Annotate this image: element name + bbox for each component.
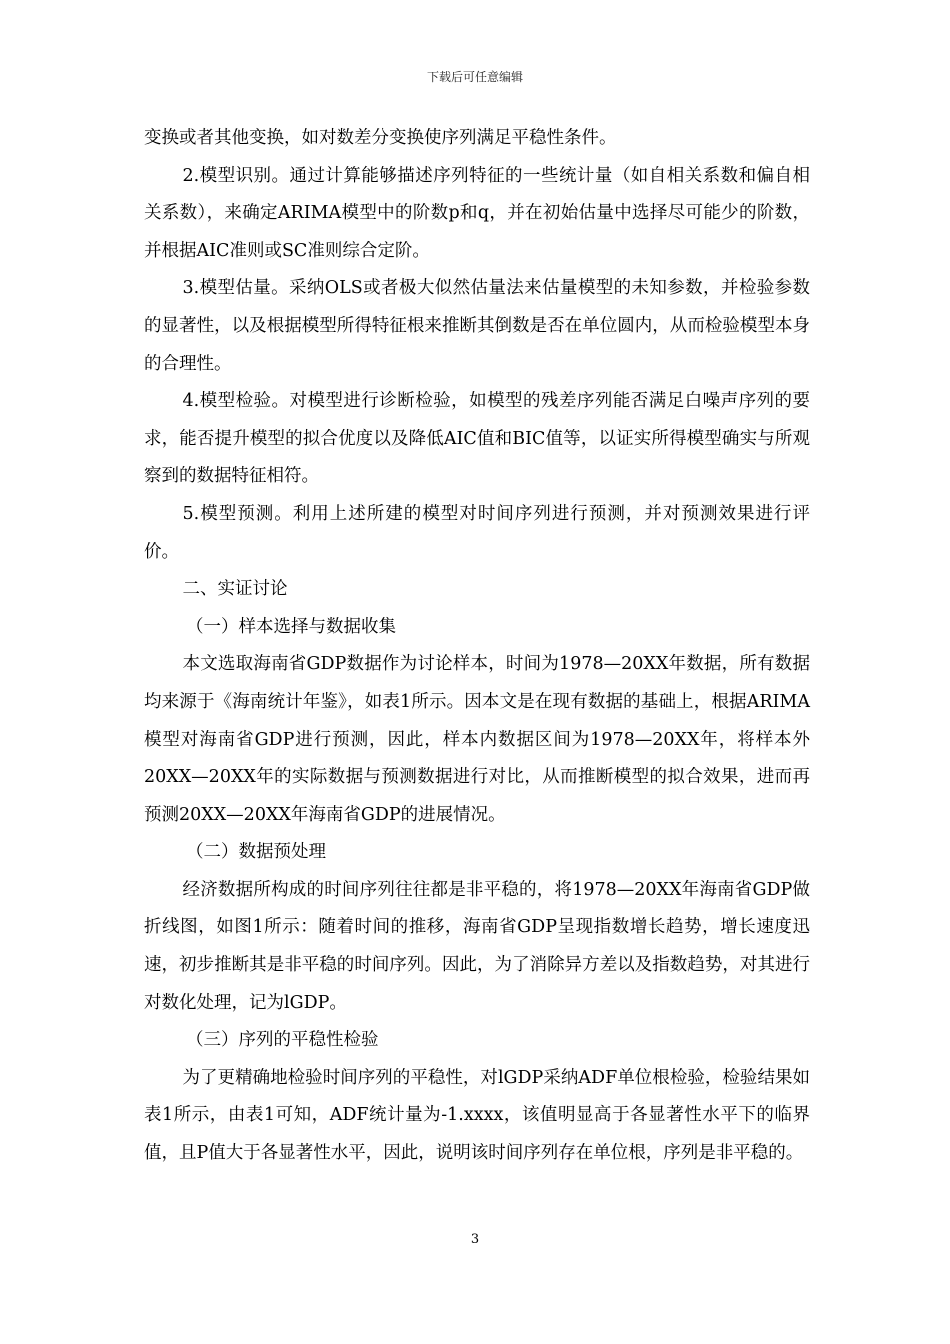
- paragraph-continuation: 变换或者其他变换，如对数差分变换使序列满足平稳性条件。: [144, 128, 617, 148]
- paragraph-model-identification: 2.模型识别。通过计算能够描述序列特征的一些统计量（如自相关系数和偏自相关系数），来确定ARIMA模型中的阶数p和q，并在初始估量中选择尽可能少的阶数，并根据AIC准则或SC准则综合定阶。: [144, 165, 810, 261]
- paragraph-sample: 本文选取海南省GDP数据作为讨论样本，时间为1978—20XX年数据，所有数据均来源于《海南统计年鉴》，如表1所示。因本文是在现有数据的基础上，根据ARIMA模型对海南省GDP进行预测，因此，样本内数据区间为1978—20XX年，将样本外20XX—20XX年的实际数据与预测数据进行对比，从而推断模型的拟合效果，进而再预测20XX—20XX年海南省GDP的进展情况。: [144, 654, 810, 825]
- subsection-heading-preprocessing: （二）数据预处理: [186, 842, 326, 863]
- paragraph-model-testing: 4.模型检验。对模型进行诊断检验，如模型的残差序列能否满足白噪声序列的要求，能否提升模型的拟合优度以及降低AIC值和BIC值等，以证实所得模型确实与所观察到的数据特征相符。: [144, 391, 810, 487]
- paragraph-model-forecast: 5.模型预测。利用上述所建的模型对时间序列进行预测，并对预测效果进行评价。: [144, 503, 810, 562]
- paragraph-model-estimation: 3.模型估量。采纳OLS或者极大似然估量法来估量模型的未知参数，并检验参数的显著性，以及根据模型所得特征根来推断其倒数是否在单位圆内，从而检验模型本身的合理性。: [144, 278, 810, 374]
- paragraph-stationarity: 为了更精确地检验时间序列的平稳性，对lGDP采纳ADF单位根检验，检验结果如表1所示，由表1可知，ADF统计量为-1.xxxx，该值明显高于各显著性水平下的临界值，且P值大于各显著性水平，因此，说明该时间序列存在单位根，序列是非平稳的。: [144, 1067, 810, 1164]
- document-body: [144, 120, 810, 1173]
- section-heading-empirical: 二、实证讨论: [182, 579, 288, 600]
- paragraph-preprocessing: 经济数据所构成的时间序列往往都是非平稳的，将1978—20XX年海南省GDP做折线图，如图1所示：随着时间的推移，海南省GDP呈现指数增长趋势，增长速度迅速，初步推断其是非平稳的时间序列。因此，为了消除异方差以及指数趋势，对其进行对数化处理，记为lGDP。: [144, 879, 810, 1013]
- subsection-heading-stationarity: （三）序列的平稳性检验: [186, 1030, 379, 1051]
- subsection-heading-sample: （一）样本选择与数据收集: [186, 616, 396, 637]
- page-number: 3: [470, 1232, 480, 1247]
- page-header: 下载后可任意编辑: [426, 70, 523, 84]
